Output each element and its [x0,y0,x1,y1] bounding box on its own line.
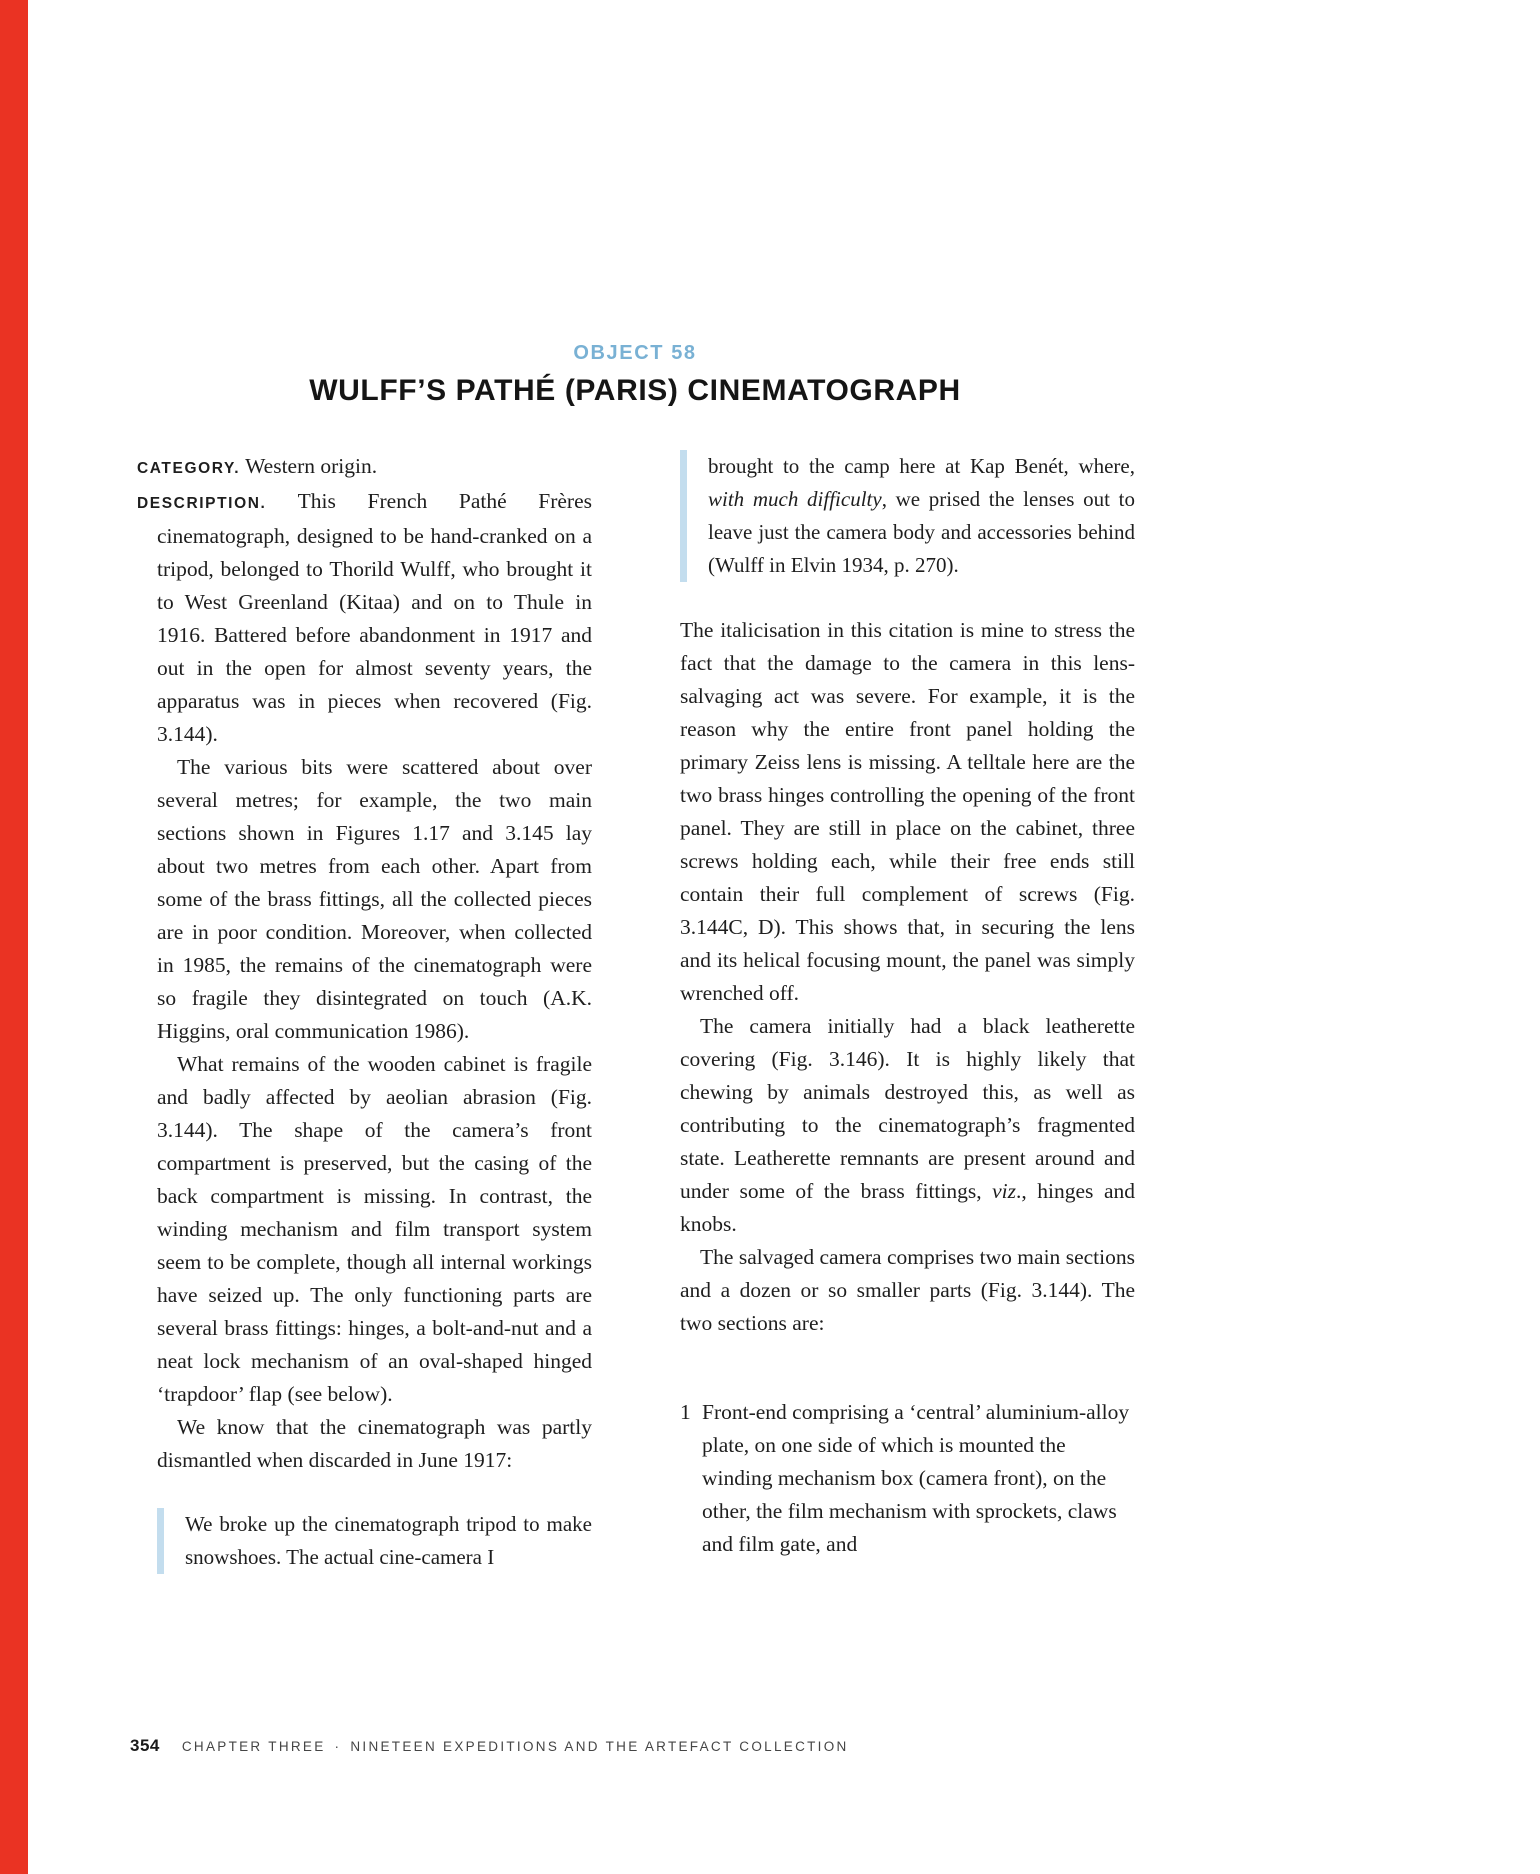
quote-text [708,450,1135,582]
category-text: Western origin. [240,454,378,478]
right-column [680,450,1135,1561]
category-label: CATEGORY. [137,460,241,477]
quote-text: We broke up the cinematograph tripod to make snowshoes. The actual cine-camera I [185,1512,592,1569]
quote-segment: brought to the camp here at Kap Benét, where, [708,454,1135,478]
left-margin-strip [0,0,28,1874]
category-entry [137,450,592,485]
numbered-list [680,1396,1135,1561]
list-item-text: Front-end comprising a ‘central’ aluminium-alloy plate, on one side of which is mounted the winding mechanism box (camera front), on the other, the film mechanism with sprockets, claws and film gate, and [702,1400,1130,1556]
paragraph: We know that the cinematograph was partly dismantled when discarded in June 1917: [157,1415,592,1472]
running-footer-text [182,1739,849,1754]
paragraph-italic-segment: viz [992,1179,1017,1203]
paragraph-segment: The camera initially had a black leatherette covering (Fig. 3.146). It is highly likely that chewing by animals destroyed this, as well as contributing to the cinematograph’s fragmented state. Leatherette remnants are present around and under some of the brass fittings, [680,1014,1135,1203]
page-footer [130,1736,1230,1756]
quote-segment: , we prised the lenses out to leave just the camera body and accessories behind (Wulff in Elvin 1934, p. 270). [708,487,1136,577]
paragraph-segment: ., hinges and knobs. [680,1179,1135,1236]
paragraph: What remains of the wooden cabinet is fragile and badly affected by aeolian abrasion (Fig. 3.144). The shape of the camera’s front compartment is preserved, but the casing of the back compartment is missing. In contrast, the winding mechanism and film transport system seem to be complete, though all internal workings have seized up. The only functioning parts are several brass fittings: hinges, a bolt-and-nut and a neat lock mechanism of an oval-shaped hinged ‘trapdoor’ flap (see below). [157,1052,592,1406]
list-item [680,1396,1135,1561]
paragraph: The various bits were scattered about over several metres; for example, the two main sections shown in Figures 1.17 and 3.145 lay about two metres from each other. Apart from some of the brass fittings, all the collected pieces are in poor condition. Moreover, when collected in 1985, the remains of the cinematograph were so fragile they disintegrated on touch (A.K. Higgins, oral communication 1986). [157,755,592,1043]
heading-block [137,342,1133,408]
paragraph: The italicisation in this citation is mine to stress the fact that the damage to the camera in this lens-salvaging act was severe. For example, it is the reason why the entire front panel holding the primary Zeiss lens is missing. A telltale here are the two brass hinges controlling the opening of the front panel. They are still in place on the cabinet, three screws holding each, while their free ends still contain their full complement of screws (Fig. 3.144C, D). This shows that, in securing the lens and its helical focusing mount, the panel was simply wrenched off. [680,618,1135,1005]
block-quote-right [680,450,1135,582]
paragraph: The salvaged camera comprises two main sections and a dozen or so smaller parts (Fig. 3.144). The two sections are: [680,1245,1135,1335]
left-column [137,450,592,1574]
section-label: NINETEEN EXPEDITIONS AND THE ARTEFACT COLLECTION [350,1739,849,1754]
list-item-number: 1 [680,1400,691,1424]
dot-separator: · [334,1739,342,1754]
object-number-heading: OBJECT 58 [573,342,697,364]
block-quote-left [157,1508,592,1574]
description-label: DESCRIPTION. [137,495,267,512]
page-title: WULFF’S PATHÉ (PARIS) CINEMATOGRAPH [309,374,961,407]
chapter-label: CHAPTER THREE [181,1739,326,1754]
page-number: 354 [130,1736,160,1755]
paragraph [680,1010,1135,1241]
description-entry [137,485,592,751]
quote-italic-segment: with much difficulty [708,487,882,511]
description-text: This French Pathé Frères cinematograph, designed to be hand-cranked on a tripod, belonged to Thorild Wulff, who brought it to West Greenland (Kitaa) and on to Thule in 1916. Battered before abandonment in 1917 and out in the open for almost seventy years, the apparatus was in pieces when recovered (Fig. 3.144). [157,489,592,746]
